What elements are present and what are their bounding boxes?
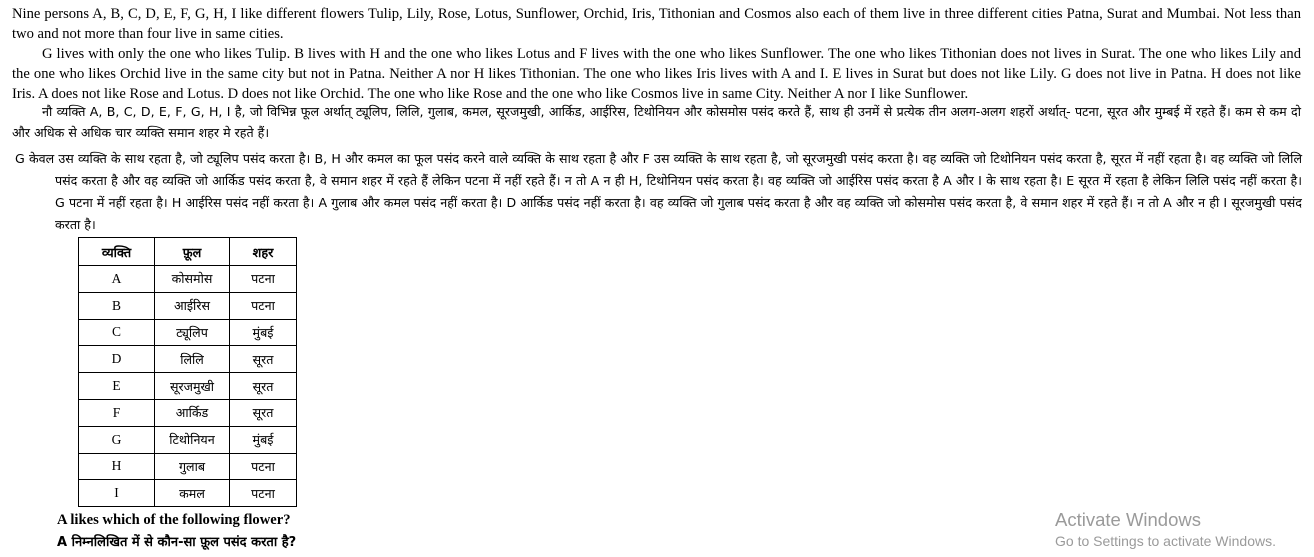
table-row [79, 399, 297, 426]
flower-cell: कमल [155, 480, 230, 507]
flower-cell: गुलाब [155, 453, 230, 480]
person-cell: A [79, 266, 155, 293]
city-cell: पटना [230, 292, 297, 319]
table-header-row [79, 238, 297, 266]
table-row [79, 292, 297, 319]
city-cell: मुंबई [230, 319, 297, 346]
city-cell: सूरत [230, 399, 297, 426]
table-row [79, 426, 297, 453]
activate-windows-subtitle: Go to Settings to activate Windows. [1055, 533, 1276, 549]
question-english: A likes which of the following flower? [57, 512, 291, 528]
flower-cell: आर्किड [155, 399, 230, 426]
table-row [79, 346, 297, 373]
city-cell: मुंबई [230, 426, 297, 453]
city-cell: सूरत [230, 373, 297, 400]
person-cell: G [79, 426, 155, 453]
table-row [79, 480, 297, 507]
flower-cell: सूरजमुखी [155, 373, 230, 400]
flower-cell: कोसमोस [155, 266, 230, 293]
intro-hindi: नौ व्यक्ति A, B, C, D, E, F, G, H, I है, जो विभिन्न फूल अर्थात् ट्यूलिप, लिलि, गुलाब, कमल, सूरजमुखी, आर्किड, आईरिस, टिथोनियन और कोसमोस पसंद करते हैं, साथ ही उनमें से प्रत्येक तीन अलग-अलग शहरों अर्थात्- पटना, सूरत और मुम्बई में रहते हैं। कम से कम दो और अधिक से अधिक चार व्यक्ति समान शहर मे रहते हैं। [12, 104, 1301, 140]
header-city: शहर [230, 238, 297, 266]
person-cell: D [79, 346, 155, 373]
person-cell: H [79, 453, 155, 480]
city-cell: सूरत [230, 346, 297, 373]
person-cell: E [79, 373, 155, 400]
flower-cell: ट्यूलिप [155, 319, 230, 346]
table-row [79, 266, 297, 293]
city-cell: पटना [230, 480, 297, 507]
table-row [79, 319, 297, 346]
flower-cell: टिथोनियन [155, 426, 230, 453]
table-row [79, 373, 297, 400]
flower-cell: लिलि [155, 346, 230, 373]
person-cell: B [79, 292, 155, 319]
city-cell: पटना [230, 266, 297, 293]
header-flower: फ़ूल [155, 238, 230, 266]
question-hindi: A निम्नलिखित में से कौन-सा फ़ूल पसंद करता है? [57, 535, 297, 550]
flower-cell: आईरिस [155, 292, 230, 319]
activate-windows-title: Activate Windows [1055, 509, 1201, 530]
header-person: व्यक्ति [79, 238, 155, 266]
solution-table [78, 237, 297, 507]
city-cell: पटना [230, 453, 297, 480]
clues-english: G lives with only the one who likes Tulip. B lives with H and the one who likes Lotus and F lives with the one who likes Sunflower. The one who likes Tithonian does not lives in Surat. The one who likes Lily and the one who likes Orchid live in the same city but not in Patna. Neither A nor H likes Tithonian. The one who likes Iris lives with A and I. E lives in Surat but does not like Lily. G does not live in Patna. H does not like Iris. A does not like Rose and Lotus. D does not like Orchid. The one who like Rose and the one who like Cosmos live in same City. Neither A nor I like Sunflower. [12, 46, 1301, 102]
table-row [79, 453, 297, 480]
intro-english: Nine persons A, B, C, D, E, F, G, H, I like different flowers Tulip, Lily, Rose, Lotus, Sunflower, Orchid, Iris, Tithonian and Cosmos also each of them live in three different cities Patna, Surat and Mumbai. Not less than two and not more than four live in same cities. [12, 6, 1301, 42]
person-cell: F [79, 399, 155, 426]
person-cell: C [79, 319, 155, 346]
clues-hindi: G केवल उस व्यक्ति के साथ रहता है, जो ट्यूलिप पसंद करता है। B, H और कमल का फूल पसंद करने वाले व्यक्ति के साथ रहता है और F उस व्यक्ति के साथ रहता है, जो सूरजमुखी पसंद करता है। वह व्यक्ति जो टिथोनियन पसंद करता है, सूरत में नहीं रहता है। वह व्यक्ति जो लिलि पसंद करता है और वह व्यक्ति जो आर्किड पसंद करता है, वे समान शहर में रहते हैं लेकिन पटना में नहीं रहते हैं। न तो A न ही H, टिथोनियन पसंद करता है। वह व्यक्ति जो आईरिस पसंद करता है A और I के साथ रहता है। E सूरत में रहता है लेकिन लिलि पसंद नहीं करता है। G पटना में नहीं रहता है। H आईरिस पसंद नहीं करता है। A गुलाब और कमल पसंद नहीं करता है। D आर्किड पसंद नहीं करता है। वह व्यक्ति जो गुलाब पसंद करता है और वह व्यक्ति जो कोसमोस पसंद करता है, वे समान शहर में रहते हैं। न तो A और न ही I सूरजमुखी पसंद करता है। [15, 151, 1302, 232]
person-cell: I [79, 480, 155, 507]
